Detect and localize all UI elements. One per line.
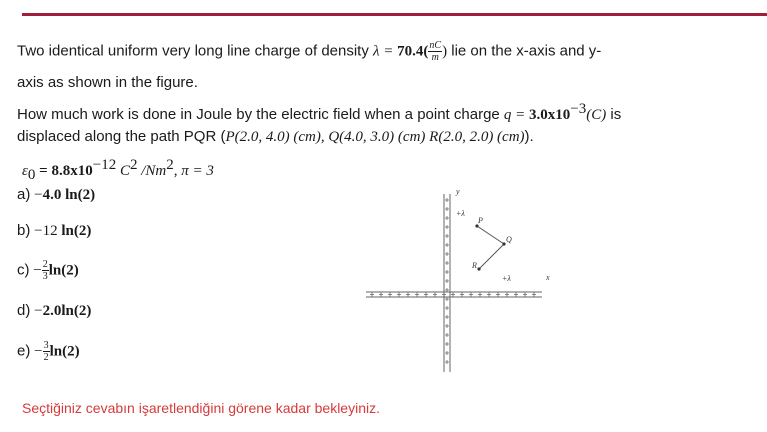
- plus-mark: [445, 252, 449, 256]
- constants-line: [22, 157, 214, 184]
- unit-nm-squared: 2: [166, 157, 174, 173]
- plus-mark: [370, 293, 374, 297]
- question-text: is: [606, 106, 622, 123]
- x-charge-label: +λ: [502, 274, 511, 283]
- plus-mark: [478, 293, 482, 297]
- plus-mark: [445, 270, 449, 274]
- pi-value: , π = 3: [173, 163, 214, 179]
- epsilon-symbol: ε: [22, 163, 28, 179]
- plus-mark: [445, 198, 449, 202]
- option-e[interactable]: [17, 340, 80, 363]
- plus-mark: [433, 293, 437, 297]
- plus-mark: [445, 351, 449, 355]
- option-fraction: $\frac{2}{3}$: [42, 259, 48, 282]
- plus-mark: [445, 360, 449, 364]
- plus-mark: [445, 333, 449, 337]
- point-q-label: Q: [506, 235, 512, 244]
- plus-mark: [460, 293, 464, 297]
- line-charge-figure: [360, 182, 570, 378]
- epsilon-value: = 8.8x10: [35, 163, 93, 179]
- option-log: ln(2): [48, 262, 79, 279]
- option-c[interactable]: [17, 259, 79, 282]
- question-text: How much work is done in Joule by the electric field when a point charge: [17, 106, 504, 123]
- top-accent-bar: [22, 13, 767, 16]
- plus-mark: [445, 225, 449, 229]
- option-label: e): [17, 342, 31, 360]
- plus-mark: [451, 293, 455, 297]
- charge-unit: (C): [586, 107, 607, 123]
- option-label: c): [17, 261, 30, 279]
- point-r-dot: [477, 267, 480, 270]
- unit-c-squared: 2: [129, 157, 138, 173]
- option-d[interactable]: [17, 302, 91, 320]
- plus-mark: [379, 293, 383, 297]
- charge-symbol: q =: [503, 107, 530, 123]
- option-b[interactable]: [17, 222, 91, 240]
- question-text: displaced along the path PQR (: [17, 128, 226, 145]
- plus-mark: [445, 342, 449, 346]
- option-sign: −: [30, 303, 43, 319]
- plus-mark: [445, 297, 449, 301]
- plus-mark: [505, 293, 509, 297]
- question-line-4: [17, 128, 534, 146]
- plus-mark: [487, 293, 491, 297]
- question-text: Two identical uniform very long line charge of density: [17, 42, 374, 60]
- plus-sign-ticks: [370, 198, 536, 364]
- option-coefficient: 4.0: [42, 187, 62, 203]
- epsilon-subscript: 0: [27, 167, 36, 183]
- question-line-3: [17, 101, 621, 124]
- plus-mark: [445, 288, 449, 292]
- lambda-symbol: λ =: [373, 43, 398, 60]
- plus-mark: [424, 293, 428, 297]
- epsilon-exponent: −12: [92, 157, 117, 173]
- footer-notice: Seçtiğiniz cevabın işaretlendiğini görene kadar bekleyiniz.: [22, 400, 380, 416]
- y-charge-label: +λ: [456, 209, 465, 218]
- plus-mark: [445, 243, 449, 247]
- plus-mark: [445, 261, 449, 265]
- plus-mark: [445, 234, 449, 238]
- option-label: d): [17, 302, 31, 319]
- question-line-2: axis as shown in the figure.: [17, 74, 198, 91]
- charge-density-value: 70.4(: [397, 43, 429, 60]
- plus-mark: [445, 324, 449, 328]
- point-r-label: R: [472, 261, 477, 270]
- option-coefficient: 12: [42, 223, 58, 239]
- plus-mark: [445, 216, 449, 220]
- option-a[interactable]: [17, 186, 95, 204]
- plus-mark: [445, 306, 449, 310]
- density-unit-fraction: $\frac{nC}{m}$: [429, 40, 442, 63]
- option-label: a): [17, 186, 31, 203]
- path-pq: [477, 226, 504, 244]
- option-log: ln(2): [49, 343, 80, 360]
- option-sign: −: [30, 223, 43, 239]
- option-label: b): [17, 222, 31, 239]
- question-line-1: [17, 40, 601, 63]
- plus-mark: [532, 293, 536, 297]
- plus-mark: [496, 293, 500, 297]
- plus-mark: [514, 293, 518, 297]
- path-points: P(2.0, 4.0) (cm), Q(4.0, 3.0) (cm) R(2.0, 2.0) (cm): [225, 129, 525, 145]
- y-axis-label: y: [456, 187, 460, 196]
- unit-c: C: [116, 163, 130, 179]
- option-fraction: $\frac{3}{2}$: [43, 340, 49, 363]
- point-p-label: P: [478, 216, 483, 225]
- option-log: ln(2): [61, 303, 92, 319]
- charge-exponent: −3: [570, 101, 587, 117]
- option-sign: −: [29, 262, 42, 279]
- plus-mark: [397, 293, 401, 297]
- plus-mark: [406, 293, 410, 297]
- plus-mark: [415, 293, 419, 297]
- question-text: ).: [524, 128, 534, 145]
- paren-close: ): [442, 43, 448, 60]
- plus-mark: [469, 293, 473, 297]
- option-coefficient: 2.0: [42, 303, 62, 319]
- question-text: lie on the x-axis and y-: [447, 42, 602, 60]
- unit-nm: /Nm: [137, 163, 167, 179]
- option-sign: −: [30, 187, 43, 203]
- charge-value: 3.0x10: [529, 107, 571, 123]
- x-axis-label: x: [546, 273, 550, 282]
- plus-mark: [445, 315, 449, 319]
- plus-mark: [445, 207, 449, 211]
- path-qr: [479, 244, 504, 269]
- plus-mark: [523, 293, 527, 297]
- option-sign: −: [30, 343, 43, 360]
- option-log: ln(2): [61, 187, 96, 203]
- plus-mark: [445, 279, 449, 283]
- plus-mark: [388, 293, 392, 297]
- option-log: ln(2): [57, 223, 92, 239]
